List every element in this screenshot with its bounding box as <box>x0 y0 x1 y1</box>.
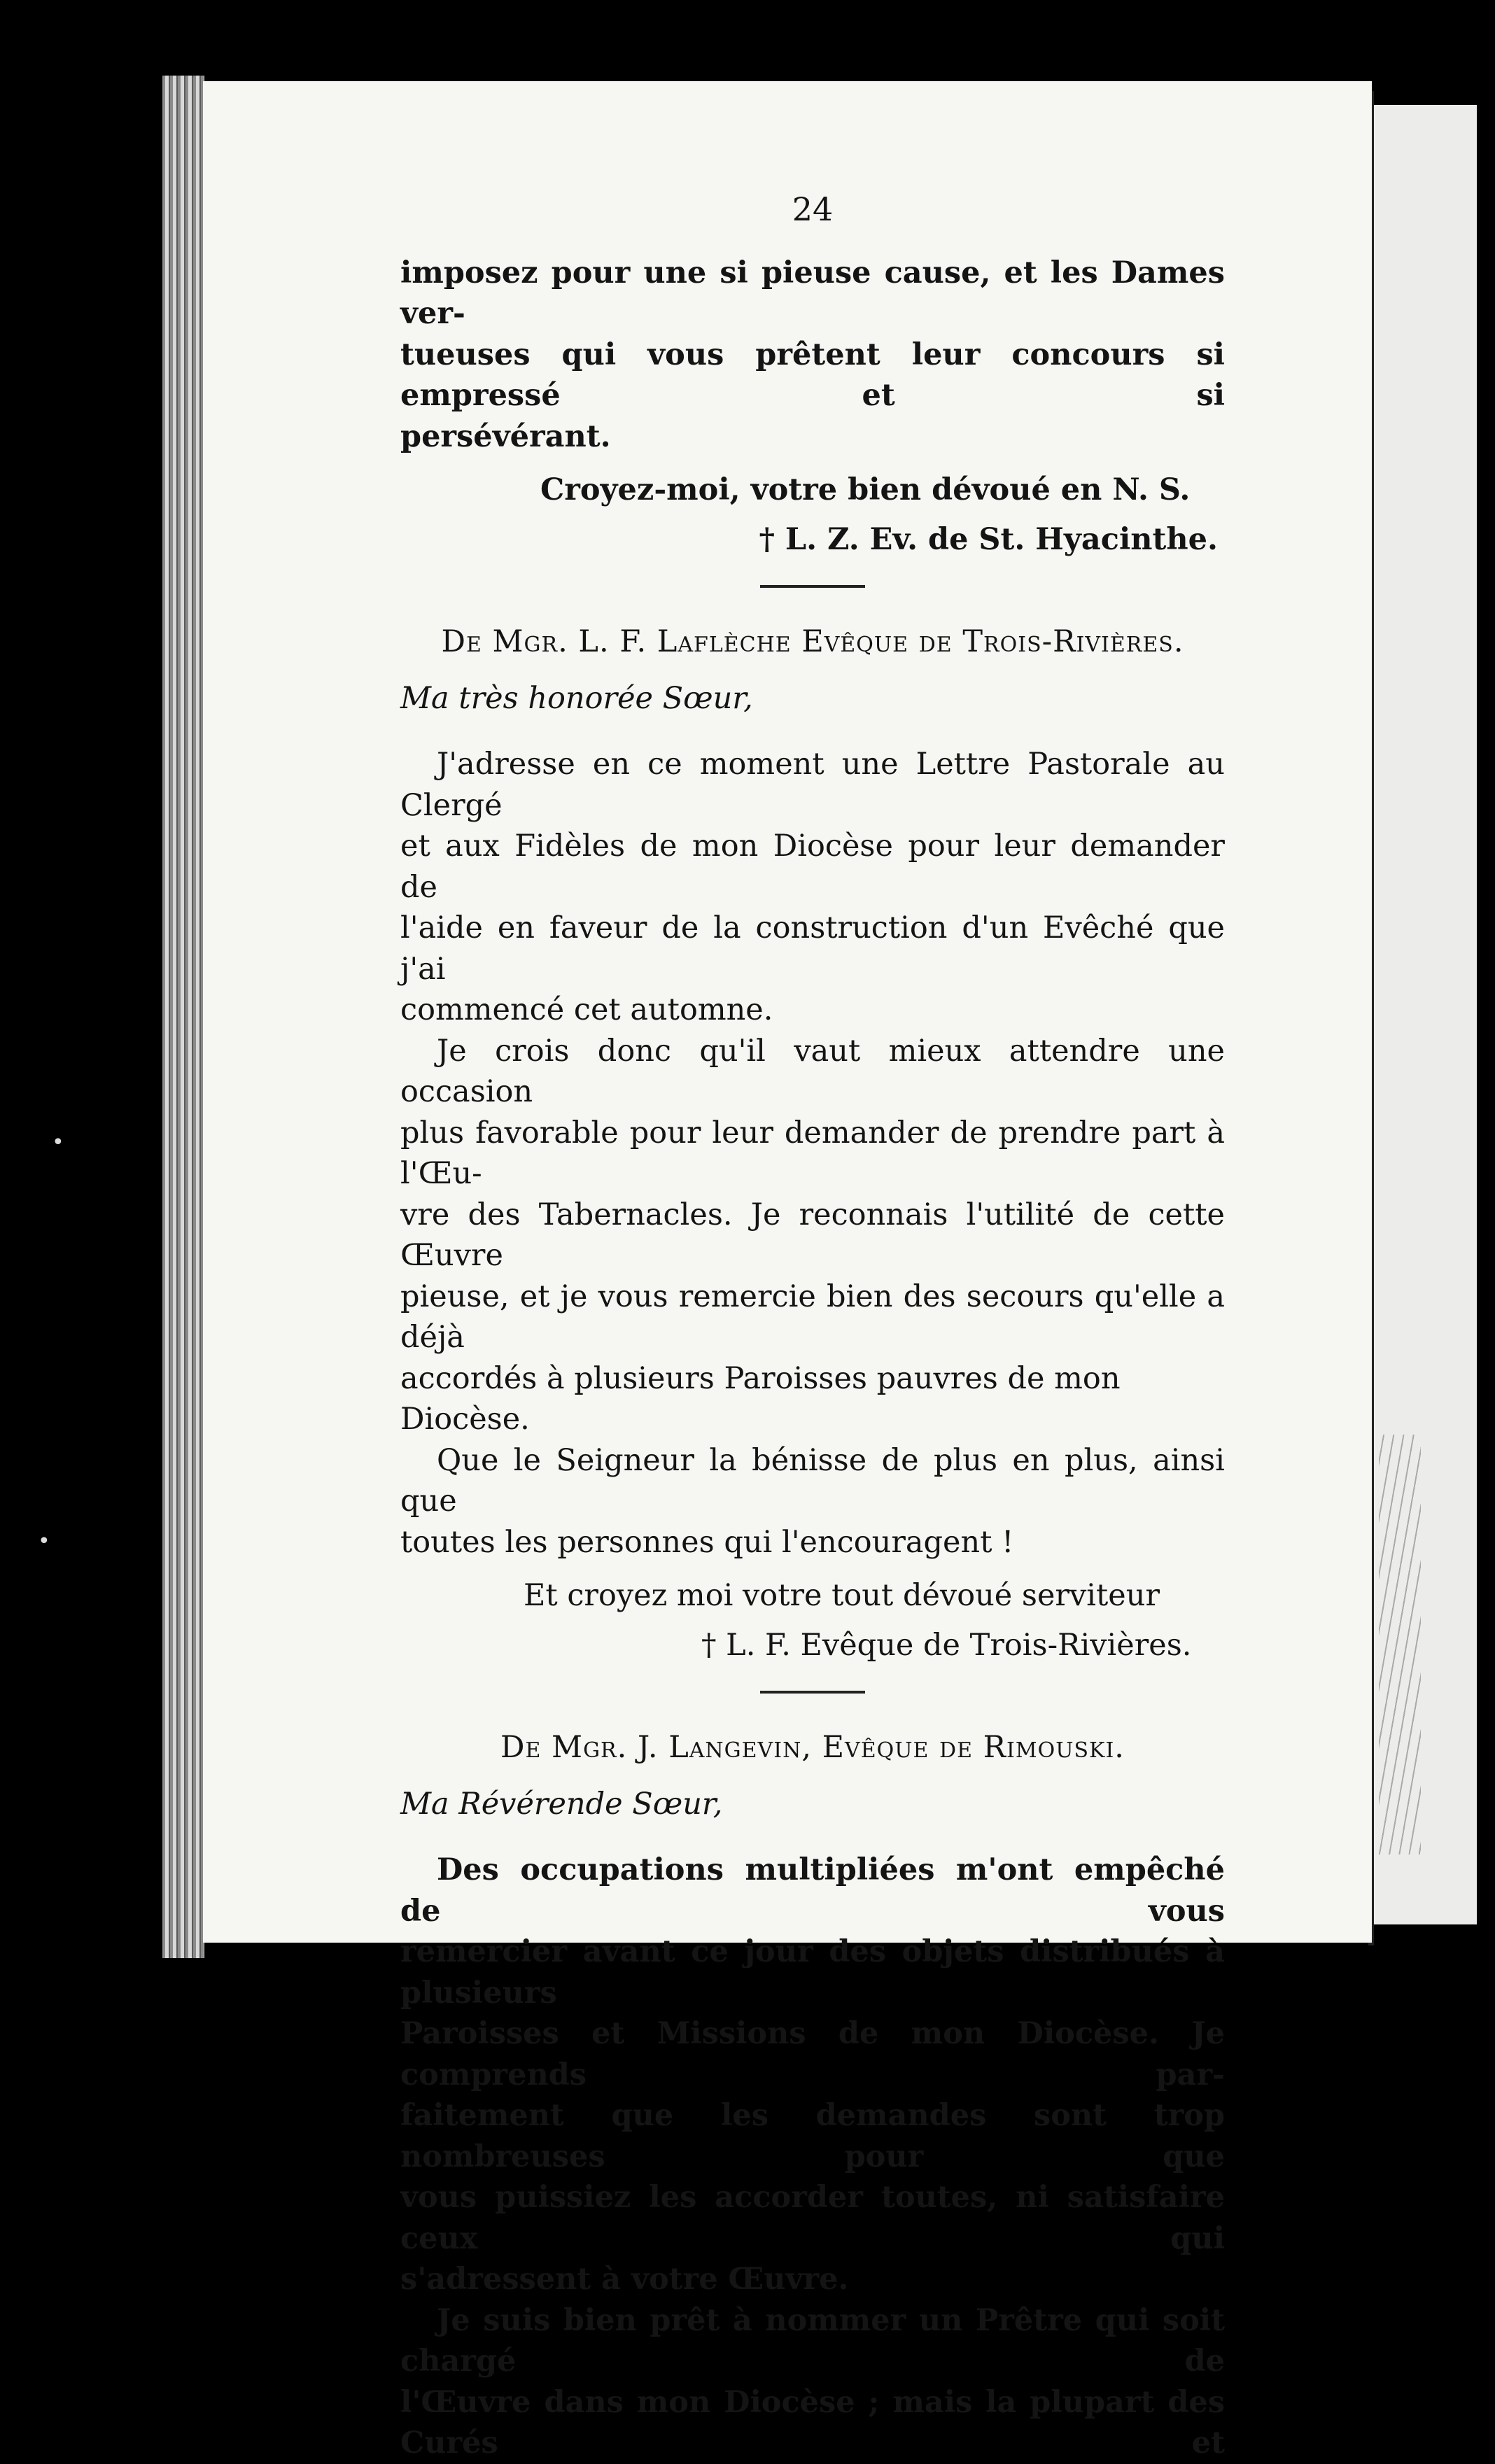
closing-line: Croyez-moi, votre bien dévoué en N. S. <box>540 472 1191 507</box>
letter-heading: De Mgr. J. Langevin, Evêque de Rimouski. <box>500 1730 1125 1765</box>
text-line: Que le Seigneur la bénisse de plus en plus, ainsi que <box>400 1442 1225 1519</box>
text-line: persévérant. <box>400 418 611 454</box>
text-line: imposez pour une si pieuse cause, et les Dames ver- <box>400 255 1225 331</box>
page-content <box>400 189 1225 2464</box>
text-line: vous puissiez les accorder toutes, ni satisfaire ceux qui <box>400 2180 1225 2256</box>
scan-speck: • <box>52 1130 64 1155</box>
letter-heading: De Mgr. L. F. Laflèche Evêque de Trois-Rivières. <box>441 624 1184 659</box>
text-line: faitement que les demandes sont trop nombreuses pour que <box>400 2098 1225 2174</box>
text-line: accordés à plusieurs Paroisses pauvres de mon Diocèse. <box>400 1360 1121 1437</box>
text-line: remercier avant ce jour des objets distribués à plusieurs <box>400 1934 1225 2011</box>
text-line: Paroisses et Missions de mon Diocèse. Je comprends par- <box>400 2016 1225 2092</box>
signature: † L. F. Evêque de Trois-Rivières. <box>701 1627 1192 1663</box>
section-divider <box>760 1691 865 1694</box>
scan-speck: • <box>38 1529 50 1554</box>
binding-thread <box>1379 1435 1421 1854</box>
letter-trois-rivieres <box>400 621 1225 1666</box>
text-line: Des occupations multipliées m'ont empêché de vous <box>400 1852 1225 1929</box>
salutation: Ma Révérende Sœur, <box>400 1786 723 1822</box>
text-line: Je crois donc qu'il vaut mieux attendre une occasion <box>400 1033 1225 1109</box>
salutation: Ma très honorée Sœur, <box>400 680 753 716</box>
text-line: toutes les personnes qui l'encouragent ! <box>400 1524 1014 1560</box>
closing-line: Et croyez moi votre tout dévoué serviteur <box>524 1578 1160 1613</box>
letter-rimouski <box>400 1727 1225 2464</box>
text-line: J'adresse en ce moment une Lettre Pastorale au Clergé <box>400 747 1225 823</box>
text-line: l'aide en faveur de la construction d'un Evêché que j'ai <box>400 910 1225 987</box>
text-line: commencé cet automne. <box>400 992 773 1027</box>
page-number: 24 <box>792 190 834 228</box>
text-line: pieuse, et je vous remercie bien des secours qu'elle a déjà <box>400 1279 1225 1355</box>
text-line: tueuses qui vous prêtent leur concours si empressé et si <box>400 337 1225 413</box>
signature: † L. Z. Ev. de St. Hyacinthe. <box>759 521 1218 557</box>
text-line: s'adressent à votre Œuvre. <box>400 2262 849 2297</box>
text-line: vre des Tabernacles. Je reconnais l'utilité de cette Œuvre <box>400 1197 1225 1273</box>
letter-st-hyacinthe <box>400 253 1225 561</box>
section-divider <box>760 585 865 588</box>
text-line: plus favorable pour leur demander de prendre part à l'Œu- <box>400 1115 1225 1191</box>
text-line: l'Œuvre dans mon Diocèse ; mais la plupart des Curés et <box>400 2384 1225 2461</box>
text-line: Je suis bien prêt à nommer un Prêtre qui soit chargé de <box>400 2302 1225 2379</box>
text-line: et aux Fidèles de mon Diocèse pour leur demander de <box>400 829 1225 905</box>
book-page-edges <box>162 76 204 1958</box>
